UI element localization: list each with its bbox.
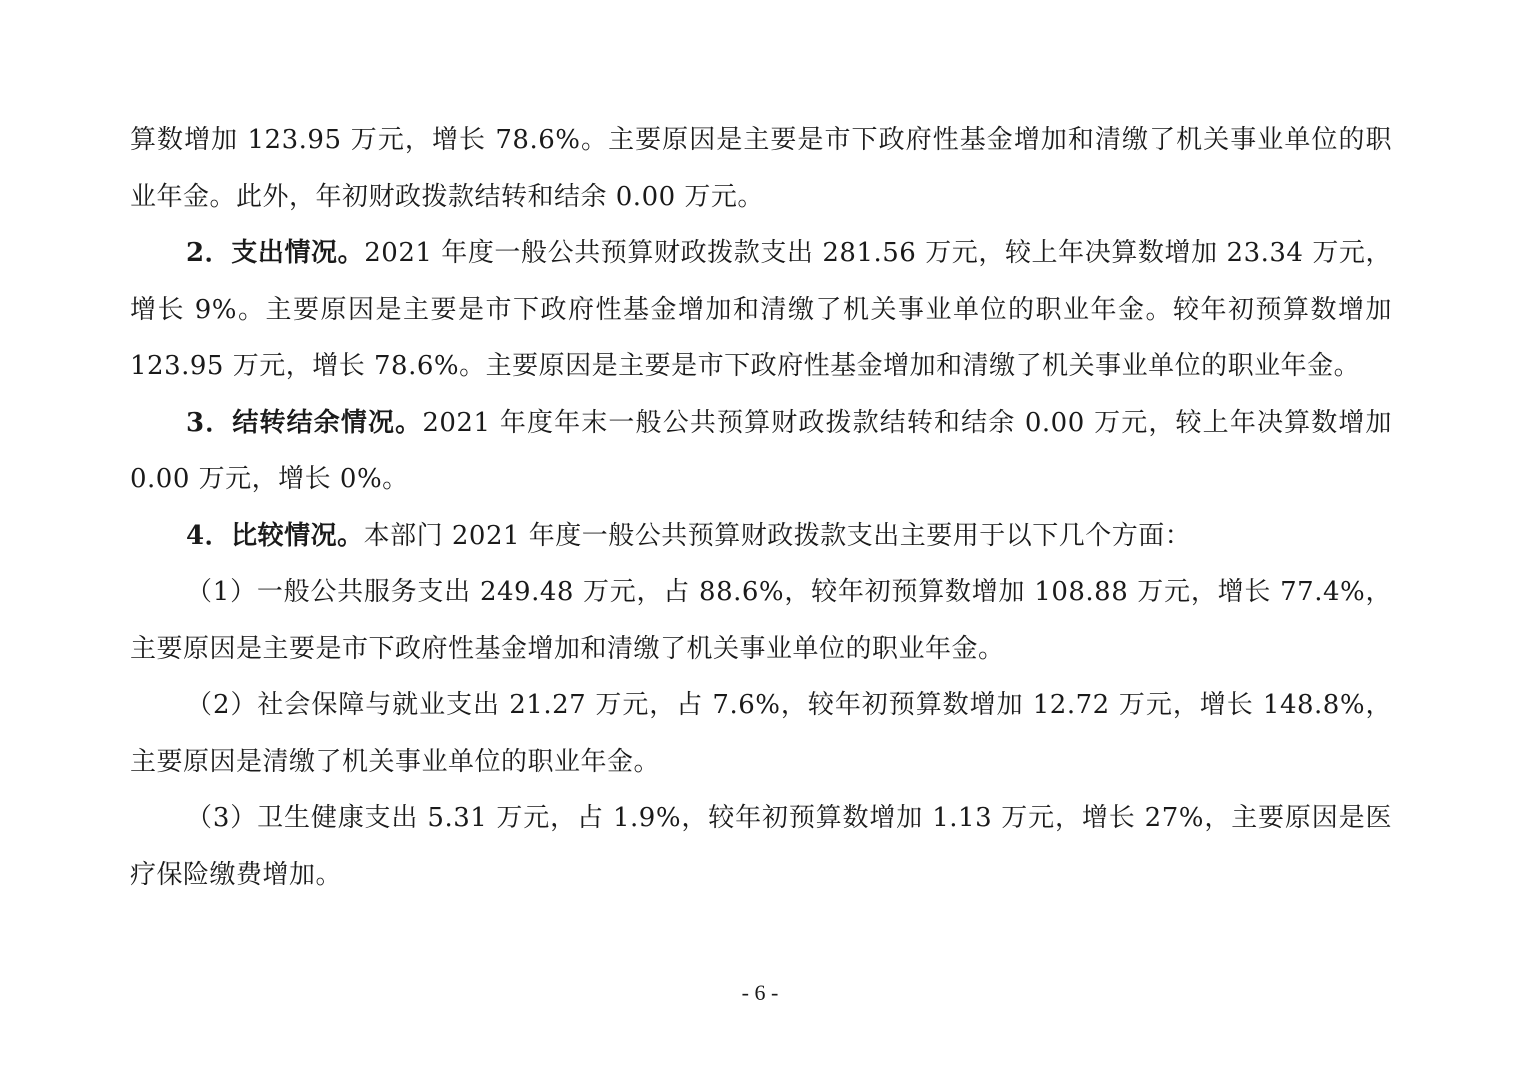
document-body: [130, 112, 1392, 903]
section-heading-carryover: 3．结转结余情况。: [186, 407, 423, 438]
paragraph-text: （1）一般公共服务支出 249.48 万元，占 88.6%，较年初预算数增加 108.88 万元，增长 77.4%，主要原因是主要是市下政府性基金增加和清缴了机关事业单位的职业年金。: [130, 577, 1392, 664]
paragraph-comparison: [130, 508, 1392, 565]
page-number: - 6 -: [741, 980, 779, 1005]
paragraph-item-general-public-services: [130, 564, 1392, 677]
paragraph-income-continued: [130, 112, 1392, 225]
paragraph-carryover: [130, 395, 1392, 508]
paragraph-item-social-security: [130, 677, 1392, 790]
paragraph-text: 算数增加 123.95 万元，增长 78.6%。主要原因是主要是市下政府性基金增加和清缴了机关事业单位的职业年金。此外，年初财政拨款结转和结余 0.00 万元。: [130, 125, 1392, 212]
paragraph-item-health: [130, 790, 1392, 903]
paragraph-text: （3）卫生健康支出 5.31 万元，占 1.9%，较年初预算数增加 1.13 万元，增长 27%，主要原因是医疗保险缴费增加。: [130, 803, 1392, 890]
paragraph-text: 2021 年度年末一般公共预算财政拨款结转和结余 0.00 万元，较上年决算数增加 0.00 万元，增长 0%。: [130, 407, 1392, 494]
paragraph-text: 2021 年度一般公共预算财政拨款支出 281.56 万元，较上年决算数增加 23.34 万元，增长 9%。主要原因是主要是市下政府性基金增加和清缴了机关事业单位的职业年金。较年初预算数增加 123.95 万元，增长 78.6%。主要原因是主要是市下政府性基金增加和清缴了机关事业单位的职业年金。: [130, 238, 1393, 381]
paragraph-expenditure: [130, 225, 1392, 395]
paragraph-text: 本部门 2021 年度一般公共预算财政拨款支出主要用于以下几个方面：: [363, 520, 1192, 551]
section-heading-comparison: 4．比较情况。: [186, 520, 364, 551]
section-heading-expenditure: 2．支出情况。: [186, 238, 365, 268]
paragraph-text: （2）社会保障与就业支出 21.27 万元，占 7.6%，较年初预算数增加 12.72 万元，增长 148.8%，主要原因是清缴了机关事业单位的职业年金。: [130, 690, 1392, 777]
